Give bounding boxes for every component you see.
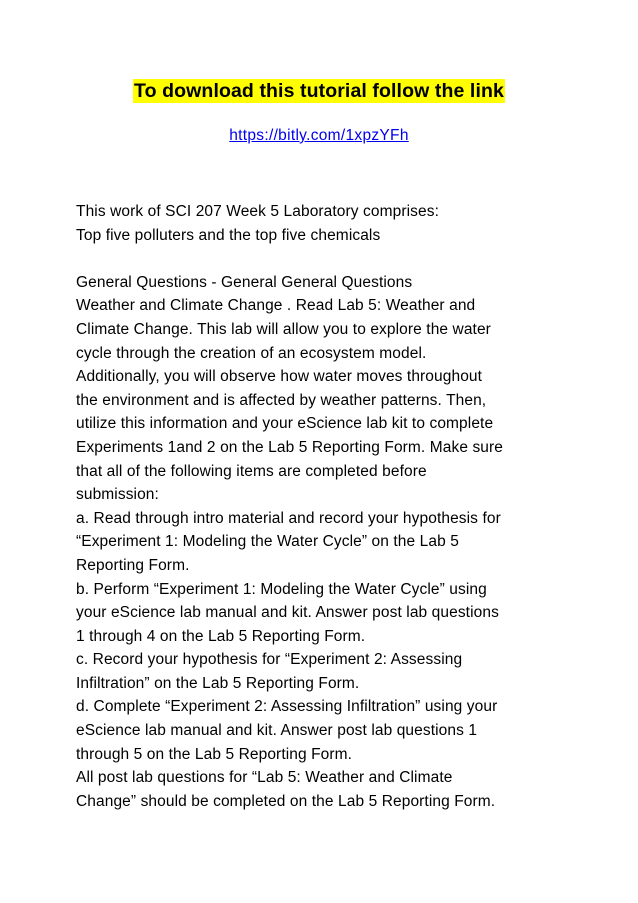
body-line: 1 through 4 on the Lab 5 Reporting Form.	[76, 627, 366, 645]
body-line: utilize this information and your eScience lab kit to complete	[76, 415, 494, 433]
body-line: Weather and Climate Change . Read Lab 5: Weather and	[76, 297, 476, 315]
intro-line: Top five polluters and the top five chemicals	[76, 226, 381, 244]
page-title: To download this tutorial follow the link	[134, 80, 504, 102]
body-line: that all of the following items are completed before	[76, 462, 427, 480]
heading-container	[0, 79, 638, 103]
body-line: Experiments 1and 2 on the Lab 5 Reporting Form. Make sure	[76, 438, 504, 456]
download-link[interactable]: https://bitly.com/1xpzYFh	[229, 127, 409, 144]
body-line: General Questions - General General Questions	[76, 273, 413, 291]
body-line: Climate Change. This lab will allow you to explore the water	[76, 320, 491, 338]
body-line: a. Read through intro material and record your hypothesis for	[76, 509, 501, 527]
body-line: Additionally, you will observe how water moves throughout	[76, 368, 483, 386]
body-line: c. Record your hypothesis for “Experiment 2: Assessing	[76, 651, 463, 669]
body-line: your eScience lab manual and kit. Answer post lab questions	[76, 604, 499, 622]
body-line: through 5 on the Lab 5 Reporting Form.	[76, 745, 353, 763]
body-line: eScience lab manual and kit. Answer post lab questions 1	[76, 722, 478, 740]
body-line: cycle through the creation of an ecosystem model.	[76, 344, 427, 362]
body-line: submission:	[76, 486, 159, 504]
document-body	[76, 200, 576, 813]
body-line: “Experiment 1: Modeling the Water Cycle” on the Lab 5	[76, 533, 459, 551]
body-line: b. Perform “Experiment 1: Modeling the Water Cycle” using	[76, 580, 487, 598]
main-paragraph	[76, 271, 576, 814]
intro-line: This work of SCI 207 Week 5 Laboratory comprises:	[76, 203, 439, 220]
body-line: All post lab questions for “Lab 5: Weather and Climate	[76, 769, 453, 787]
body-line: Infiltration” on the Lab 5 Reporting Form.	[76, 674, 360, 692]
link-container	[0, 126, 638, 146]
body-line: Reporting Form.	[76, 556, 190, 574]
intro-paragraph	[76, 200, 576, 247]
body-line: Change” should be completed on the Lab 5 Reporting Form.	[76, 792, 496, 810]
paragraph-spacer	[76, 247, 576, 271]
body-line: the environment and is affected by weather patterns. Then,	[76, 391, 487, 409]
body-line: d. Complete “Experiment 2: Assessing Infiltration” using your	[76, 698, 498, 716]
